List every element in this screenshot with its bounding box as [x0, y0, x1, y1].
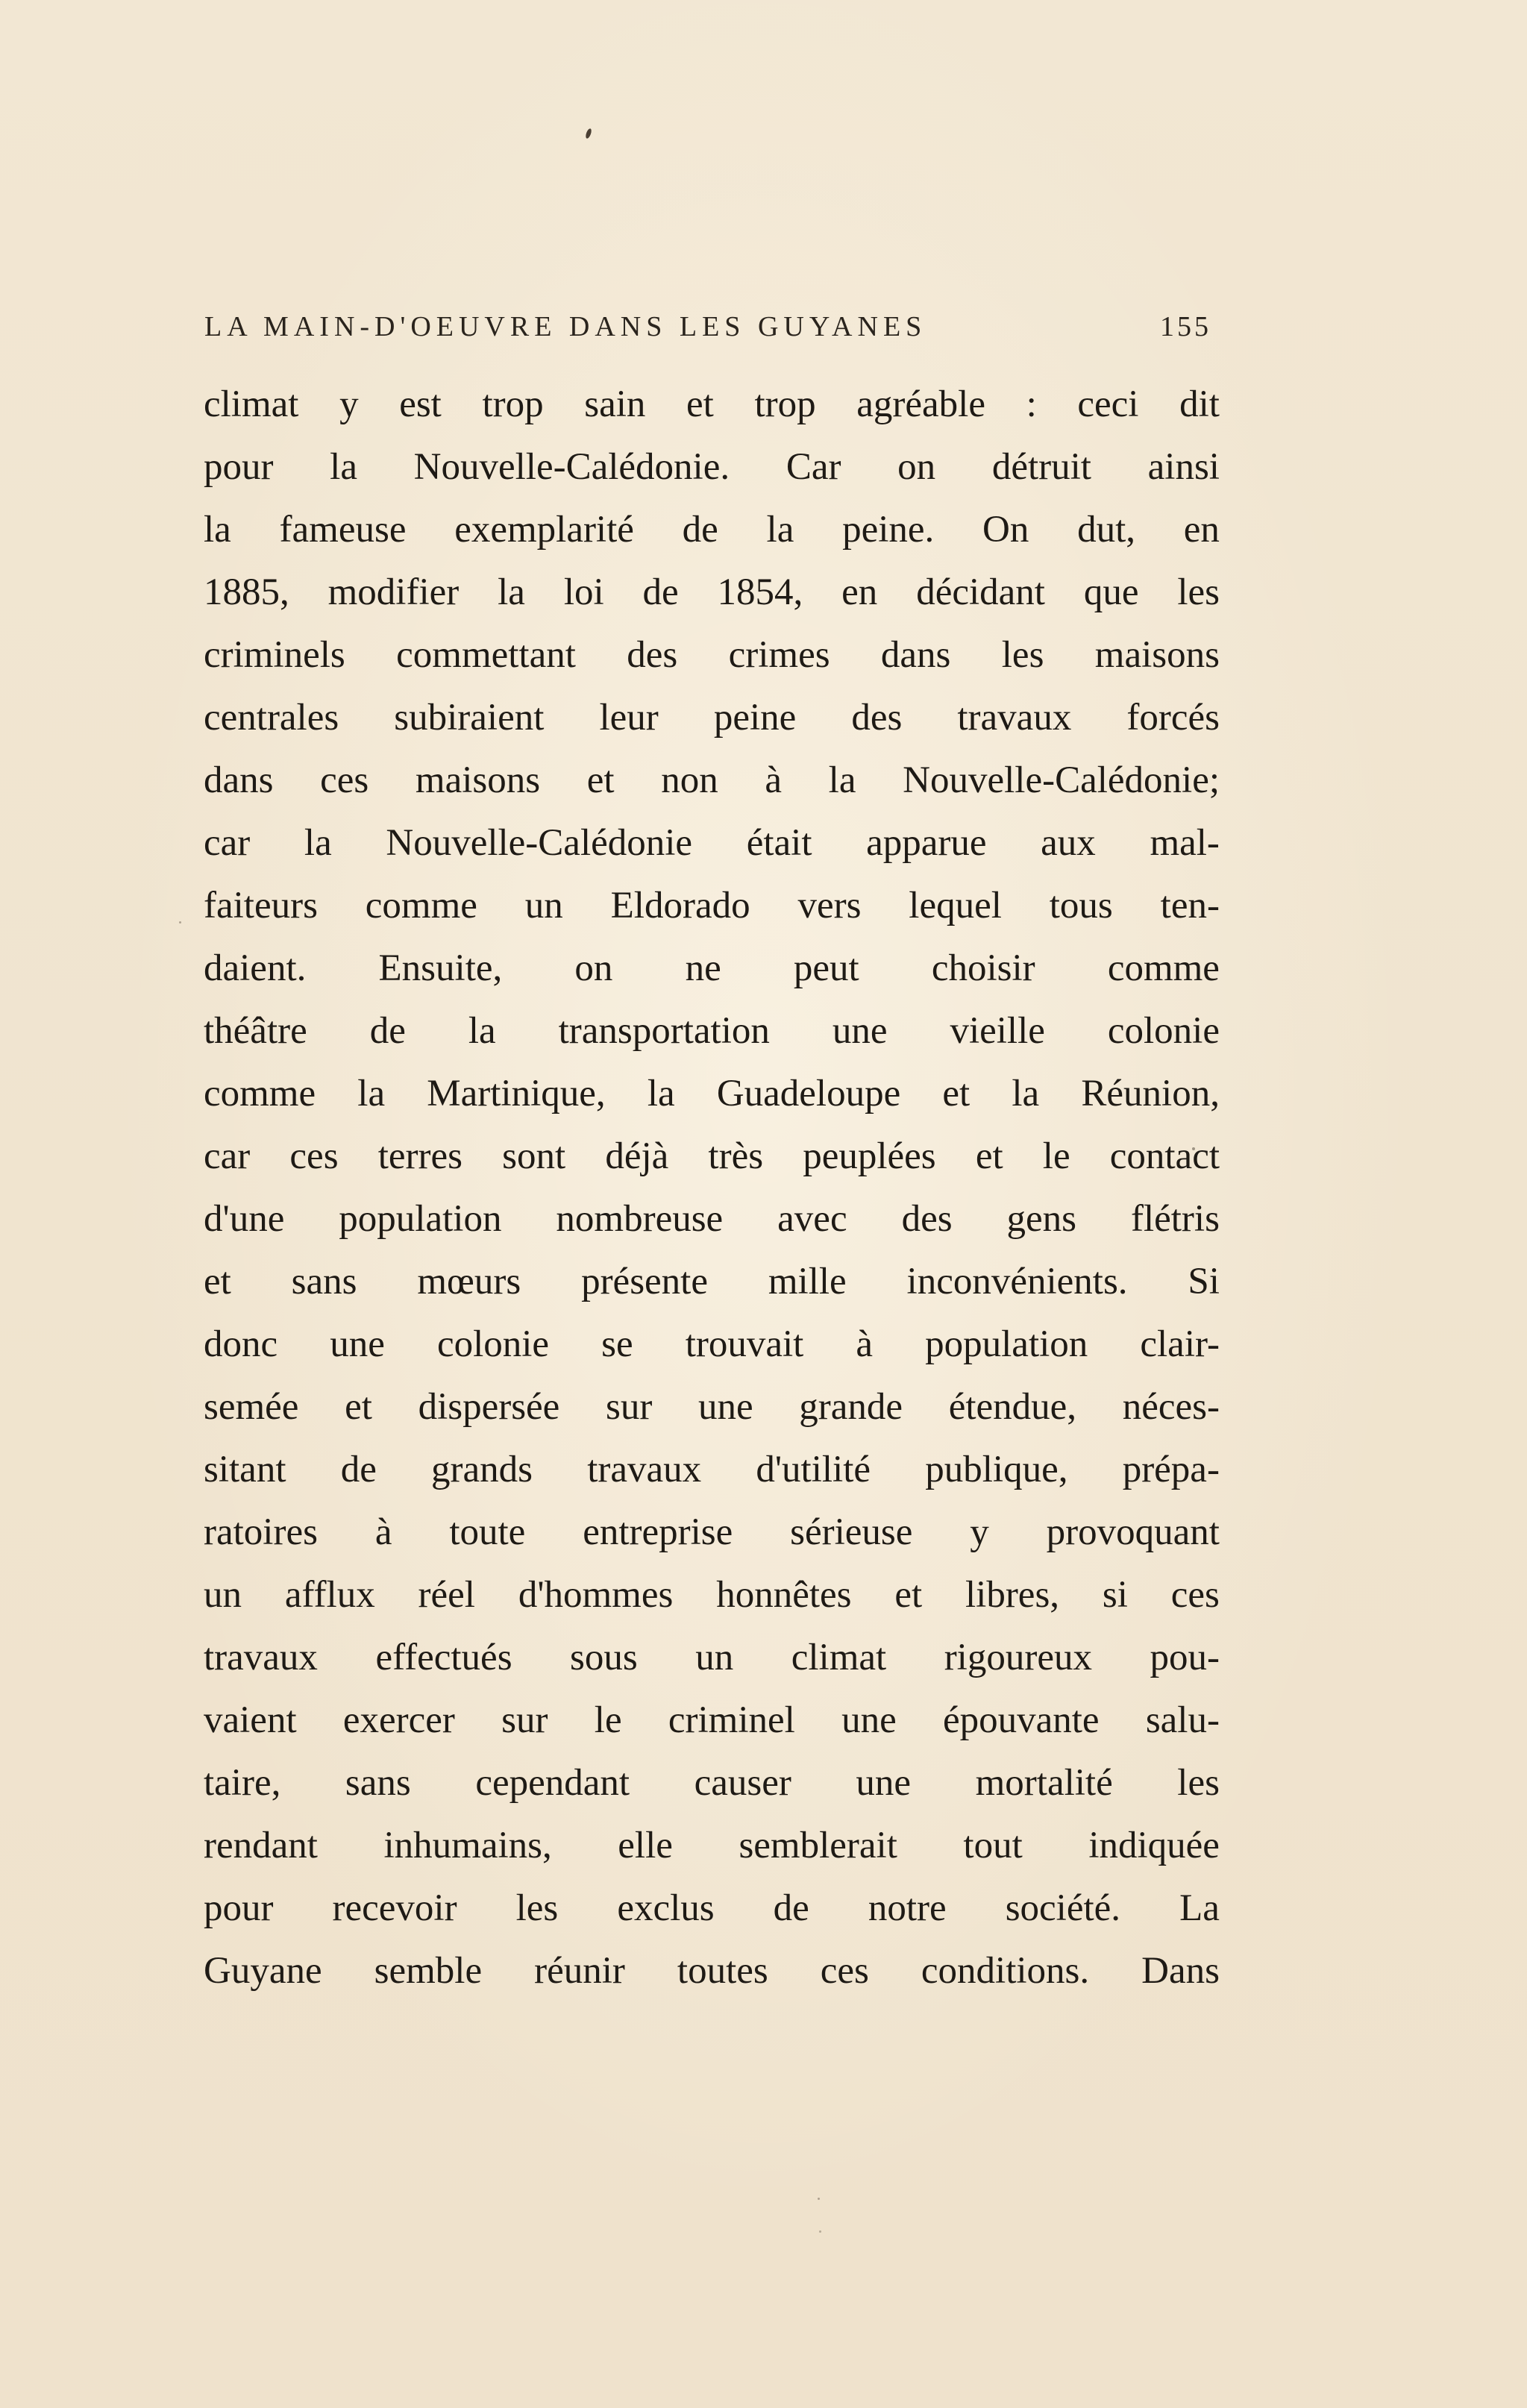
word: nombreuse	[556, 1198, 724, 1240]
word: libres,	[965, 1574, 1060, 1616]
word: 1885,	[204, 571, 289, 613]
word: le	[1042, 1135, 1070, 1177]
word: maisons	[1094, 634, 1220, 676]
word: Nouvelle-Calédonie.	[413, 446, 730, 488]
word: modifier	[327, 571, 460, 613]
word: un	[204, 1574, 242, 1616]
word: publique,	[925, 1449, 1068, 1490]
body-text	[204, 373, 1220, 2002]
running-head	[204, 304, 1211, 349]
word: et	[586, 759, 615, 801]
text-line	[204, 1062, 1220, 1125]
word: Si	[1188, 1261, 1220, 1302]
text-line	[204, 1188, 1220, 1250]
word: fameuse	[279, 509, 407, 551]
word: aux	[1041, 822, 1096, 864]
word: cependant	[475, 1762, 630, 1804]
word: de	[682, 509, 718, 551]
word: trouvait	[685, 1323, 804, 1365]
word: sur	[501, 1699, 548, 1741]
running-head-title: LA MAIN-D'OEUVRE DANS LES GUYANES	[204, 311, 927, 342]
word: Ensuite,	[378, 947, 503, 989]
word: pour	[204, 446, 274, 488]
word: à	[374, 1511, 392, 1553]
word: transportation	[558, 1010, 770, 1052]
word: Réunion,	[1081, 1073, 1220, 1114]
word: un	[695, 1637, 734, 1678]
word: et	[204, 1261, 231, 1302]
word: réunir	[534, 1950, 625, 1992]
word: semblerait	[739, 1825, 897, 1866]
word: agréable	[856, 383, 985, 425]
text-line	[204, 1626, 1220, 1689]
word: ces	[1170, 1574, 1220, 1616]
word: de	[773, 1887, 809, 1929]
word: et	[686, 383, 714, 425]
word: semble	[374, 1950, 483, 1992]
word: exercer	[342, 1699, 455, 1741]
text-line	[204, 1125, 1220, 1188]
word: une	[832, 1010, 888, 1052]
text-line	[204, 1250, 1220, 1313]
word: une	[841, 1699, 897, 1741]
word: grands	[431, 1449, 533, 1490]
word: Dans	[1141, 1950, 1220, 1992]
word: on	[574, 947, 613, 989]
text-line	[204, 624, 1220, 686]
word: la	[498, 571, 525, 613]
word: honnêtes	[716, 1574, 852, 1616]
word: semée	[204, 1386, 299, 1428]
word: à	[765, 759, 783, 801]
word: d'une	[204, 1198, 285, 1240]
word: que	[1083, 571, 1139, 613]
word: ne	[685, 947, 721, 989]
word: gens	[1006, 1198, 1076, 1240]
word: apparue	[866, 822, 987, 864]
word: et	[975, 1135, 1003, 1177]
word: le	[594, 1699, 622, 1741]
word: vieille	[950, 1010, 1045, 1052]
word: choisir	[931, 947, 1035, 989]
word: sans	[345, 1762, 411, 1804]
word: ainsi	[1147, 446, 1220, 488]
word: la	[766, 509, 794, 551]
word: non	[661, 759, 718, 801]
word: Guyane	[204, 1950, 322, 1992]
word: à	[856, 1323, 874, 1365]
word: tout	[963, 1825, 1023, 1866]
word: ces	[289, 1135, 339, 1177]
text-line	[204, 1940, 1220, 2002]
word: réel	[418, 1574, 475, 1616]
word: criminels	[204, 634, 345, 676]
word: lequel	[909, 885, 1002, 926]
word: faiteurs	[204, 885, 318, 926]
word: tous	[1049, 885, 1113, 926]
word: dans	[880, 634, 951, 676]
text-line	[204, 1501, 1220, 1564]
text-line	[204, 749, 1220, 812]
word: Nouvelle-Calédonie;	[903, 759, 1220, 801]
word: peine.	[842, 509, 935, 551]
word: On	[982, 509, 1029, 551]
ink-speck	[818, 2198, 820, 2200]
word: leur	[599, 697, 659, 739]
word: et	[942, 1073, 971, 1114]
word: :	[1026, 383, 1037, 425]
word: rigoureux	[944, 1637, 1092, 1678]
word: la	[204, 509, 231, 551]
word: elle	[618, 1825, 673, 1866]
word: La	[1179, 1887, 1220, 1929]
word: les	[1001, 634, 1044, 676]
text-line	[204, 937, 1220, 1000]
word: centrales	[204, 697, 339, 739]
word: la	[828, 759, 856, 801]
word: toutes	[677, 1950, 768, 1992]
word: néces-	[1122, 1386, 1220, 1428]
word: population	[339, 1198, 502, 1240]
text-line	[204, 498, 1220, 561]
word: colonie	[436, 1323, 550, 1365]
word: inhumains,	[383, 1825, 552, 1866]
word: si	[1102, 1574, 1128, 1616]
text-line	[204, 1752, 1220, 1814]
word: ten-	[1160, 885, 1220, 926]
text-line	[204, 1438, 1220, 1501]
word: des	[627, 634, 678, 676]
word: en	[1183, 509, 1220, 551]
word: vaient	[204, 1699, 297, 1741]
word: indiquée	[1088, 1825, 1220, 1866]
text-line	[204, 561, 1220, 624]
word: clair-	[1140, 1323, 1220, 1365]
word: commettant	[396, 634, 576, 676]
word: une	[330, 1323, 385, 1365]
word: notre	[868, 1887, 947, 1929]
word: sur	[605, 1386, 653, 1428]
text-line	[204, 874, 1220, 937]
ink-speck	[585, 128, 592, 139]
ink-speck	[819, 2230, 821, 2233]
word: Guadeloupe	[716, 1073, 901, 1114]
word: 1854,	[717, 571, 803, 613]
word: la	[357, 1073, 386, 1114]
word: la	[304, 822, 332, 864]
word: comme	[1107, 947, 1220, 989]
word: étendue,	[948, 1386, 1077, 1428]
text-line	[204, 436, 1220, 498]
word: ceci	[1077, 383, 1139, 425]
word: comme	[365, 885, 477, 926]
word: de	[642, 571, 679, 613]
word: sont	[502, 1135, 566, 1177]
text-line	[204, 1564, 1220, 1626]
word: colonie	[1107, 1010, 1220, 1052]
word: exclus	[617, 1887, 715, 1929]
word: population	[925, 1323, 1088, 1365]
word: d'utilité	[756, 1449, 871, 1490]
word: en	[841, 571, 878, 613]
word: on	[897, 446, 936, 488]
word: travaux	[587, 1449, 702, 1490]
word: Nouvelle-Calédonie	[386, 822, 693, 864]
word: trop	[754, 383, 816, 425]
word: comme	[204, 1073, 316, 1114]
word: recevoir	[332, 1887, 457, 1929]
word: taire,	[204, 1762, 281, 1804]
word: détruit	[991, 446, 1091, 488]
word: la	[1012, 1073, 1040, 1114]
word: très	[708, 1135, 764, 1177]
word: d'hommes	[518, 1574, 674, 1616]
word: y	[970, 1511, 989, 1553]
word: sain	[584, 383, 646, 425]
word: déjà	[605, 1135, 669, 1177]
word: forcés	[1126, 697, 1220, 739]
word: épouvante	[942, 1699, 1100, 1741]
word: salu-	[1145, 1699, 1220, 1741]
word: y	[339, 383, 359, 425]
word: mal-	[1150, 822, 1220, 864]
word: mille	[768, 1261, 847, 1302]
page-number: 155	[1160, 311, 1211, 342]
text-line	[204, 1376, 1220, 1438]
word: donc	[204, 1323, 278, 1365]
word: était	[746, 822, 812, 864]
word: des	[901, 1198, 953, 1240]
word: sitant	[204, 1449, 286, 1490]
word: de	[340, 1449, 377, 1490]
word: daient.	[204, 947, 307, 989]
word: contact	[1109, 1135, 1220, 1177]
word: afflux	[284, 1574, 375, 1616]
word: théâtre	[204, 1010, 307, 1052]
word: peine	[713, 697, 797, 739]
word: et	[894, 1574, 923, 1616]
word: trop	[482, 383, 544, 425]
word: pour	[204, 1887, 274, 1929]
word: ces	[320, 759, 369, 801]
word: effectués	[375, 1637, 512, 1678]
word: travaux	[957, 697, 1072, 739]
word: une	[856, 1762, 912, 1804]
word: maisons	[415, 759, 541, 801]
word: entreprise	[583, 1511, 733, 1553]
word: terres	[377, 1135, 463, 1177]
word: mortalité	[975, 1762, 1113, 1804]
word: sous	[570, 1637, 638, 1678]
word: la	[468, 1010, 496, 1052]
text-line	[204, 1000, 1220, 1062]
ink-speck	[179, 921, 181, 924]
word: sans	[291, 1261, 357, 1302]
text-line	[204, 1689, 1220, 1752]
word: loi	[563, 571, 604, 613]
text-line	[204, 812, 1220, 874]
word: provoquant	[1046, 1511, 1220, 1553]
word: flétris	[1130, 1198, 1220, 1240]
word: décidant	[916, 571, 1045, 613]
word: prépa-	[1122, 1449, 1220, 1490]
word: car	[204, 822, 251, 864]
word: des	[851, 697, 903, 739]
word: présente	[581, 1261, 708, 1302]
word: Eldorado	[610, 885, 750, 926]
word: dispersée	[418, 1386, 560, 1428]
word: peuplées	[803, 1135, 936, 1177]
word: climat	[204, 383, 299, 425]
text-line	[204, 1814, 1220, 1877]
word: les	[1177, 1762, 1220, 1804]
word: les	[1177, 571, 1220, 613]
word: se	[601, 1323, 633, 1365]
word: la	[647, 1073, 675, 1114]
word: une	[697, 1386, 753, 1428]
word: vers	[797, 885, 862, 926]
word: et	[345, 1386, 372, 1428]
word: de	[369, 1010, 406, 1052]
word: mœurs	[417, 1261, 521, 1302]
word: car	[204, 1135, 251, 1177]
word: ratoires	[204, 1511, 318, 1553]
word: est	[399, 383, 442, 425]
word: climat	[791, 1637, 887, 1678]
text-line	[204, 373, 1220, 436]
word: peut	[793, 947, 859, 989]
word: Martinique,	[427, 1073, 606, 1114]
text-line	[204, 1313, 1220, 1376]
word: crimes	[728, 634, 830, 676]
word: les	[515, 1887, 559, 1929]
word: dit	[1179, 383, 1220, 425]
word: sérieuse	[790, 1511, 913, 1553]
word: dans	[204, 759, 274, 801]
word: la	[330, 446, 357, 488]
text-line	[204, 686, 1220, 749]
word: Car	[786, 446, 841, 488]
word: société.	[1005, 1887, 1121, 1929]
word: pou-	[1150, 1637, 1220, 1678]
word: un	[524, 885, 563, 926]
word: inconvénients.	[906, 1261, 1128, 1302]
word: toute	[449, 1511, 526, 1553]
word: criminel	[668, 1699, 795, 1741]
word: conditions.	[921, 1950, 1090, 1992]
word: travaux	[204, 1637, 318, 1678]
text-line	[204, 1877, 1220, 1940]
word: exemplarité	[454, 509, 634, 551]
word: subiraient	[394, 697, 545, 739]
word: avec	[777, 1198, 847, 1240]
word: dut,	[1077, 509, 1136, 551]
word: ces	[820, 1950, 869, 1992]
word: rendant	[204, 1825, 318, 1866]
word: grande	[799, 1386, 903, 1428]
word: causer	[694, 1762, 791, 1804]
